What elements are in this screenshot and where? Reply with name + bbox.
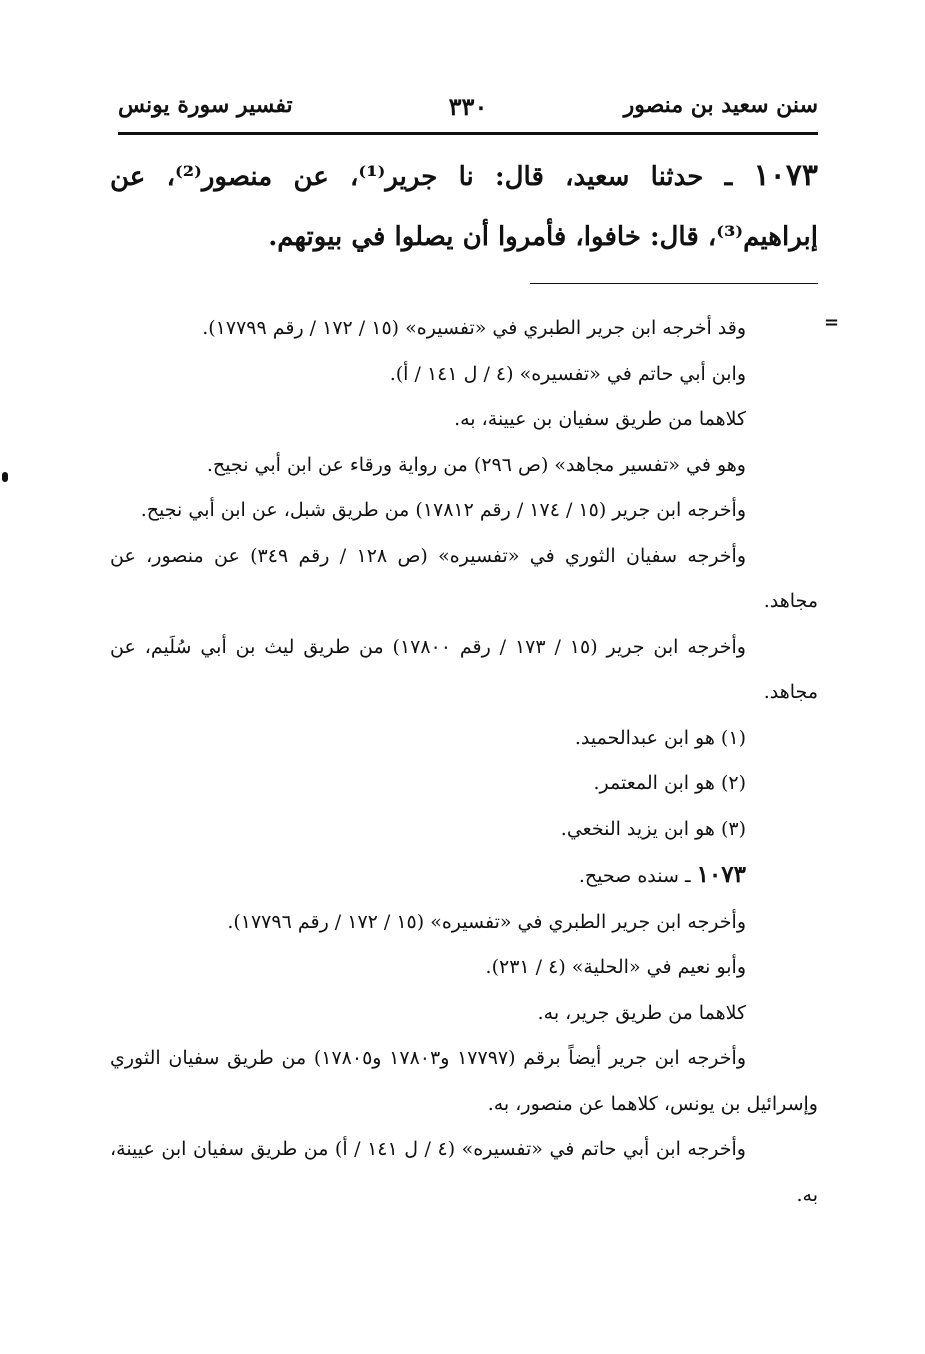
footnote-line: كلاهما من طريق سفيان بن عيينة، به. — [454, 408, 746, 430]
margin-mark — [2, 472, 8, 482]
footnote-line: كلاهما من طريق جرير، به. — [537, 1001, 746, 1024]
takhrij-number: ١٠٧٣ — [696, 861, 746, 888]
footnote-line: وهو في «تفسير مجاهد» (ص ٢٩٦) من رواية ورقاء عن ابن أبي نجيح. — [206, 453, 746, 476]
footnote-line: وابن أبي حاتم في «تفسيره» (٤ / ل ١٤١ / أ). — [389, 362, 746, 385]
footnote-line: وأخرجه ابن جرير أيضاً برقم (١٧٧٩٧ و١٧٨٠٣ و١٧٨٠٥) من طريق سفيان الثوري وإسرائيل بن يونس، كلاهما عن منصور، به. — [110, 1047, 818, 1115]
section-title: تفسير سورة يونس — [118, 92, 293, 118]
page-number: ٣٣٠ — [448, 92, 488, 121]
footnote-line: وقد أخرجه ابن جرير الطبري في «تفسيره» (١٥ / ١٧٢ / رقم ١٧٧٩٩). — [202, 317, 746, 339]
header-rule — [118, 132, 818, 135]
footnote-line: (٣) هو ابن يزيد النخعي. — [560, 817, 746, 840]
takhrij-heading — [110, 852, 818, 900]
hadith-text-block — [110, 146, 818, 267]
footnote-separator — [530, 283, 818, 284]
footnote-line: وأخرجه ابن جرير (١٥ / ١٧٣ / رقم ١٧٨٠٠) من طريق ليث بن أبي سُلَيم، عن مجاهد. — [110, 635, 818, 703]
takhrij-grade: ـ سنده صحيح. — [578, 865, 691, 887]
footnote-line: وأبو نعيم في «الحلية» (٤ / ٢٣١). — [485, 956, 746, 978]
footnote-line: (١) هو ابن عبدالحميد. — [574, 726, 746, 749]
running-header — [118, 92, 818, 132]
footnote-line: وأخرجه ابن جرير الطبري في «تفسيره» (١٥ / ١٧٢ / رقم ١٧٧٩٦). — [227, 910, 746, 933]
footnotes — [110, 306, 818, 1218]
continuation-mark: = — [824, 312, 840, 333]
footnote-line: وأخرجه ابن جرير (١٥ / ١٧٤ / رقم ١٧٨١٢) من طريق شبل، عن ابن أبي نجيح. — [140, 499, 746, 521]
book-title: سنن سعيد بن منصور — [623, 92, 818, 118]
hadith-number: ١٠٧٣ — [753, 158, 818, 193]
hadith-body: ـ حدثنا سعيد، قال: نا جرير⁽¹⁾، عن منصور⁽²⁾، عن إبراهيم⁽³⁾، قال: خافوا، فأمروا أن يصلوا في بيوتهم. — [110, 162, 818, 252]
footnote-line: (٢) هو ابن المعتمر. — [593, 772, 746, 794]
footnote-line: وأخرجه ابن أبي حاتم في «تفسيره» (٤ / ل ١٤١ / أ) من طريق سفيان ابن عيينة، به. — [110, 1138, 818, 1206]
footnote-line: وأخرجه سفيان الثوري في «تفسيره» (ص ١٢٨ / رقم ٣٤٩) عن منصور، عن مجاهد. — [110, 544, 818, 612]
